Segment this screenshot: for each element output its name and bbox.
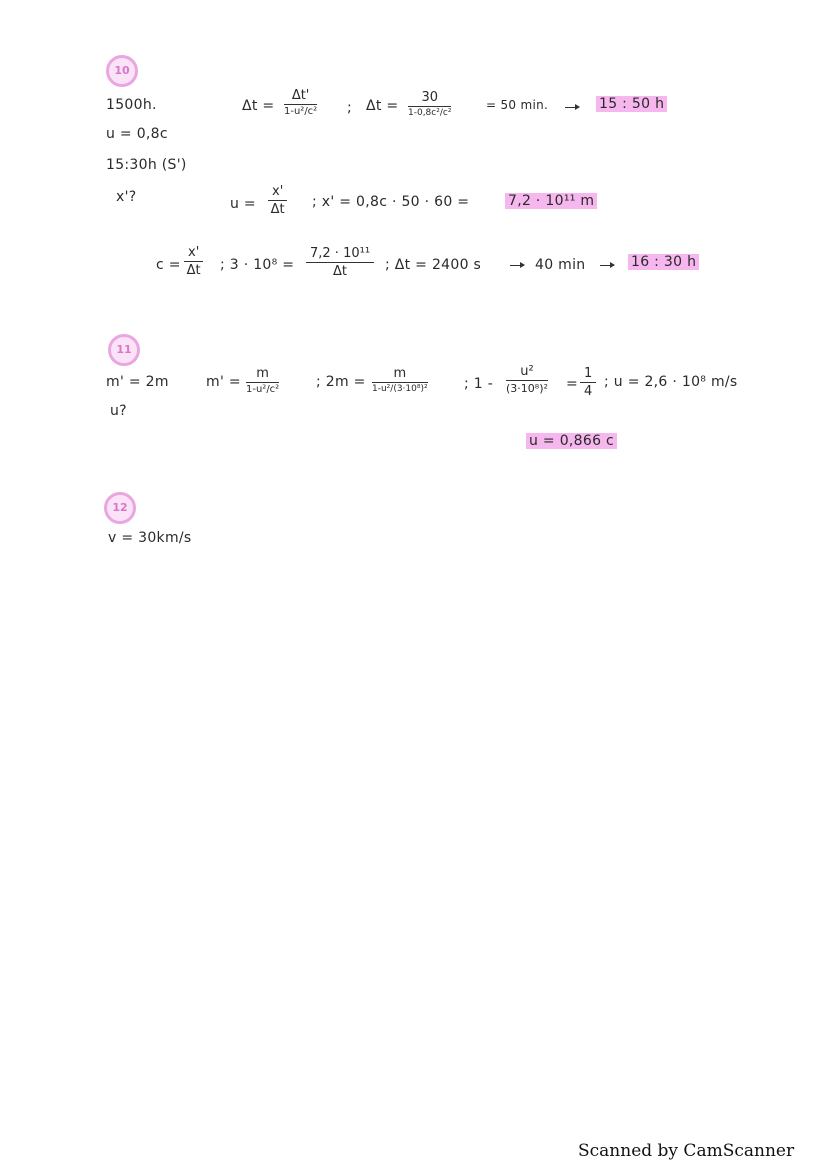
- answer-16-30h: [628, 254, 699, 270]
- answer-u: [526, 433, 617, 449]
- x-calc: ; x' = 0,8c · 50 · 60 =: [312, 194, 470, 210]
- dt2-frac-top: 30: [408, 90, 451, 107]
- answer-highlight-3: 16 : 30 h: [628, 254, 699, 270]
- c-calc: ; 3 · 10⁸ =: [220, 257, 295, 273]
- dt-frac-top: Δt': [284, 88, 317, 105]
- m-fraction: [246, 366, 279, 395]
- m-frac-bot: 1-u²/c²: [246, 384, 280, 395]
- separator-1: ;: [347, 100, 353, 116]
- answer-highlight-4: u = 0,866 c: [526, 433, 617, 449]
- c2-frac-bot: Δt: [333, 264, 348, 279]
- equals-sign: =: [566, 376, 579, 392]
- u-fraction: [268, 184, 287, 217]
- dt-frac-bot: 1-u²/c²: [284, 106, 318, 117]
- given-v: v = 30km/s: [108, 530, 192, 546]
- c-label: c =: [156, 257, 181, 273]
- scanner-watermark: Scanned by CamScanner: [578, 1141, 795, 1161]
- dt-label: Δt =: [242, 98, 275, 114]
- problem-number-10: 10: [106, 55, 138, 87]
- u2-fraction: [506, 364, 548, 395]
- u2-frac-top: u²: [506, 364, 548, 381]
- c-frac-top: x': [184, 245, 203, 262]
- m-frac-top: m: [246, 366, 279, 383]
- m2-fraction: [372, 366, 428, 394]
- u2-frac-bot: (3·10⁸)²: [506, 382, 548, 395]
- given-time-s-prime: 15:30h (S'): [106, 157, 187, 173]
- one-minus: ; 1 -: [464, 376, 494, 392]
- dt2-frac-bot: 1-0,8c²/c²: [408, 108, 452, 118]
- u-result: ; u = 2,6 · 10⁸ m/s: [604, 374, 738, 390]
- m2-frac-bot: 1-u²/(3·10⁸)²: [372, 384, 428, 394]
- dt2-fraction: [408, 90, 451, 118]
- given-time: 1500h.: [106, 97, 157, 113]
- quarter-fraction: [580, 366, 596, 399]
- problem-number-12: 12: [104, 492, 136, 524]
- u-label: u =: [230, 196, 256, 212]
- answer-highlight-1: 15 : 50 h: [596, 96, 667, 112]
- unknown-u: u?: [110, 403, 127, 419]
- arrow-1: [565, 107, 579, 108]
- problem-number-11: 11: [108, 334, 140, 366]
- answer-highlight-2: 7,2 · 10¹¹ m: [505, 193, 597, 209]
- eq-2m: ; 2m =: [316, 374, 366, 390]
- given-mass: m' = 2m: [106, 374, 169, 390]
- dt-result: ; Δt = 2400 s: [385, 257, 482, 273]
- quarter-bot: 4: [584, 384, 593, 399]
- answer-15-50h: [596, 96, 667, 112]
- c2-fraction: [306, 246, 374, 279]
- arrow-3: [600, 265, 614, 266]
- min-result: 40 min: [535, 257, 586, 273]
- c-fraction: [184, 245, 203, 278]
- arrow-2: [510, 265, 524, 266]
- c2-frac-top: 7,2 · 10¹¹: [306, 246, 374, 263]
- m2-frac-top: m: [372, 366, 428, 383]
- dt-fraction: [284, 88, 317, 117]
- dt2-label: Δt =: [366, 98, 399, 114]
- u-frac-top: x': [268, 184, 287, 201]
- answer-x: [505, 193, 597, 209]
- unknown-x: x'?: [116, 189, 137, 205]
- c-frac-bot: Δt: [186, 263, 201, 278]
- given-velocity: u = 0,8c: [106, 126, 168, 142]
- u-frac-bot: Δt: [270, 202, 285, 217]
- result-50min: = 50 min.: [486, 98, 549, 112]
- quarter-top: 1: [580, 366, 596, 383]
- m-label: m' =: [206, 374, 241, 390]
